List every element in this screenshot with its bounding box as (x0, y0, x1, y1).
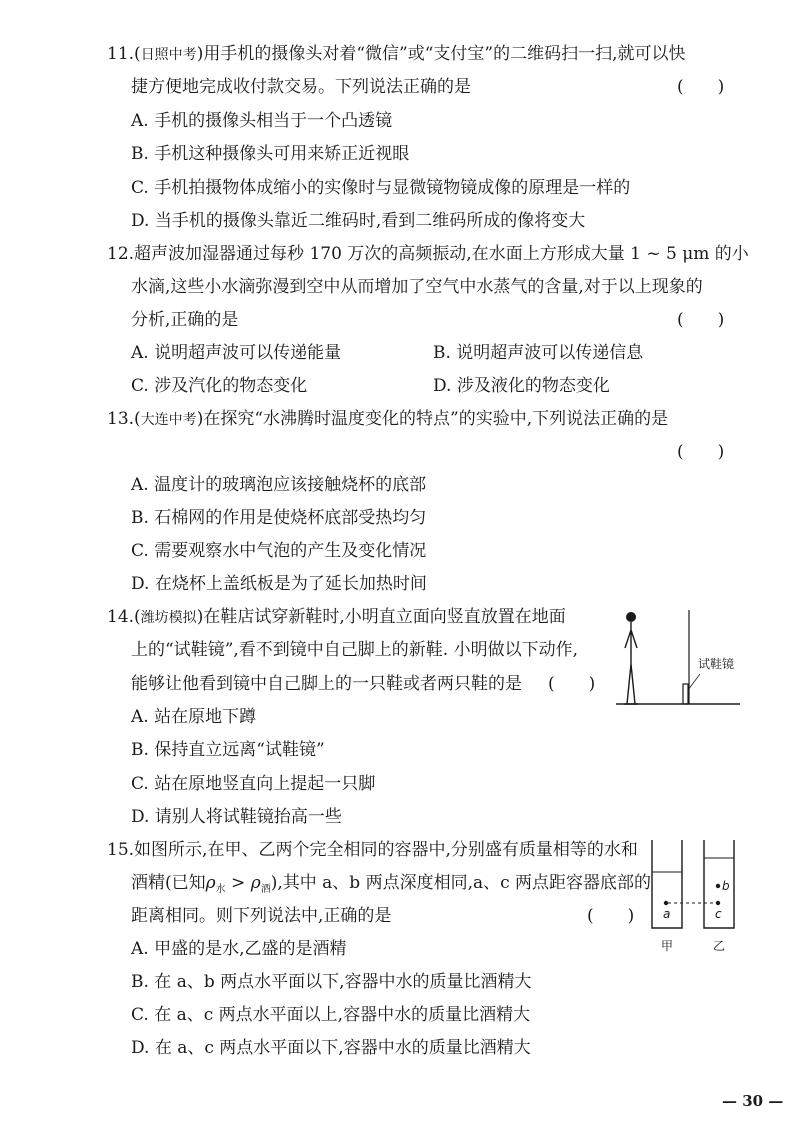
q15-containers-figure (646, 838, 746, 960)
q11-option-c: C. 手机拍摄物体成缩小的实像时与显微镜物镜成像的原理是一样的 (131, 178, 631, 198)
q12-option-c: C. 涉及汽化的物态变化 (131, 376, 308, 396)
q15-option-b: B. 在 a、b 两点水平面以下,容器中水的质量比酒精大 (131, 972, 532, 992)
q13-number: 13. (107, 409, 135, 429)
point-c (716, 901, 720, 905)
q12-option-a: A. 说明超声波可以传递能量 (131, 343, 342, 363)
q12-stem-line3: 分析,正确的是 (131, 310, 239, 330)
shoe-mirror (683, 684, 688, 704)
q13-option-c: C. 需要观察水中气泡的产生及变化情况 (131, 541, 427, 561)
q12-option-b: B. 说明超声波可以传递信息 (433, 343, 644, 363)
q14-option-b: B. 保持直立远离“试鞋镜” (131, 740, 325, 760)
q15-answer-blank[interactable]: ( ) (587, 906, 635, 926)
q13-option-b: B. 石棉网的作用是使烧杯底部受热均匀 (131, 508, 427, 528)
q11-option-b: B. 手机这种摄像头可用来矫正近视眼 (131, 144, 410, 164)
q13-answer-blank[interactable]: ( ) (677, 442, 725, 462)
q14-stem-line1: 14.(潍坊模拟)在鞋店试穿新鞋时,小明直立面向竖直放置在地面 (107, 607, 566, 627)
person-body (624, 622, 638, 704)
q14-option-a: A. 站在原地下蹲 (131, 707, 257, 727)
q15-option-d: D. 在 a、c 两点水平面以下,容器中水的质量比酒精大 (131, 1038, 531, 1058)
q14-shoe-mirror-figure (612, 608, 742, 712)
q12-stem-line1: 12.超声波加湿器通过每秒 170 万次的高频振动,在水面上方形成大量 1 ~ 5 μm 的小 (107, 244, 749, 264)
point-a (664, 901, 668, 905)
q12-stem-line2: 水滴,这些小水滴弥漫到空中从而增加了空气中水蒸气的含量,对于以上现象的 (131, 277, 703, 297)
point-b (716, 884, 720, 888)
q13-source: 大连中考 (140, 412, 197, 428)
q11-stem-line1: 11.(日照中考)用手机的摄像头对着“微信”或“支付宝”的二维码扫一扫,就可以快 (107, 44, 686, 64)
q13-option-a: A. 温度计的玻璃泡应该接触烧杯的底部 (131, 475, 427, 495)
shoe-mirror-label: 试鞋镜 (698, 657, 735, 671)
q15-stem-line3: 距离相同。则下列说法中,正确的是 (131, 906, 392, 926)
q14-option-c: C. 站在原地竖直向上提起一只脚 (131, 774, 376, 794)
q15-option-c: C. 在 a、c 两点水平面以上,容器中水的质量比酒精大 (131, 1005, 531, 1025)
q12-answer-blank[interactable]: ( ) (677, 310, 725, 330)
label-jia: 甲 (661, 939, 674, 953)
q15-number: 15. (107, 840, 135, 860)
q12-option-d: D. 涉及液化的物态变化 (433, 376, 610, 396)
page-number: — 30 — (722, 1092, 784, 1110)
label-leader (688, 674, 700, 690)
q11-number: 11. (107, 44, 135, 64)
q14-stem-line2: 上的“试鞋镜”,看不到镜中自己脚上的新鞋. 小明做以下动作, (131, 640, 578, 660)
label-yi: 乙 (713, 939, 726, 953)
q13-stem-line1: 13.(大连中考)在探究“水沸腾时温度变化的特点”的实验中,下列说法正确的是 (107, 409, 669, 429)
label-a: a (663, 907, 671, 921)
label-b: b (722, 879, 730, 893)
label-c: c (715, 907, 722, 921)
q14-stem-line3: 能够让他看到镜中自己脚上的一只鞋或者两只鞋的是 (131, 674, 522, 694)
q14-source: 潍坊模拟 (140, 610, 197, 626)
q11-option-a: A. 手机的摄像头相当于一个凸透镜 (131, 111, 393, 131)
q12-number: 12. (107, 244, 135, 264)
q15-stem-line2: 酒精(已知$\rho_水 > \rho_酒$),其中 a、b 两点深度相同,a、c 两点距容器底部的 (131, 873, 652, 895)
q15-option-a: A. 甲盛的是水,乙盛的是酒精 (131, 939, 347, 959)
q13-option-d: D. 在烧杯上盖纸板是为了延长加热时间 (131, 574, 427, 594)
q14-option-d: D. 请别人将试鞋镜抬高一些 (131, 807, 342, 827)
q15-stem-line1: 15.如图所示,在甲、乙两个完全相同的容器中,分别盛有质量相等的水和 (107, 840, 638, 860)
q11-source: 日照中考 (140, 47, 197, 63)
q11-stem-line2: 捷方便地完成收付款交易。下列说法正确的是 (131, 77, 471, 97)
q11-answer-blank[interactable]: ( ) (677, 77, 725, 97)
person-head (626, 612, 636, 622)
q14-number: 14. (107, 607, 135, 627)
q14-answer-blank[interactable]: ( ) (548, 674, 596, 694)
q11-option-d: D. 当手机的摄像头靠近二维码时,看到二维码所成的像将变大 (131, 211, 586, 231)
